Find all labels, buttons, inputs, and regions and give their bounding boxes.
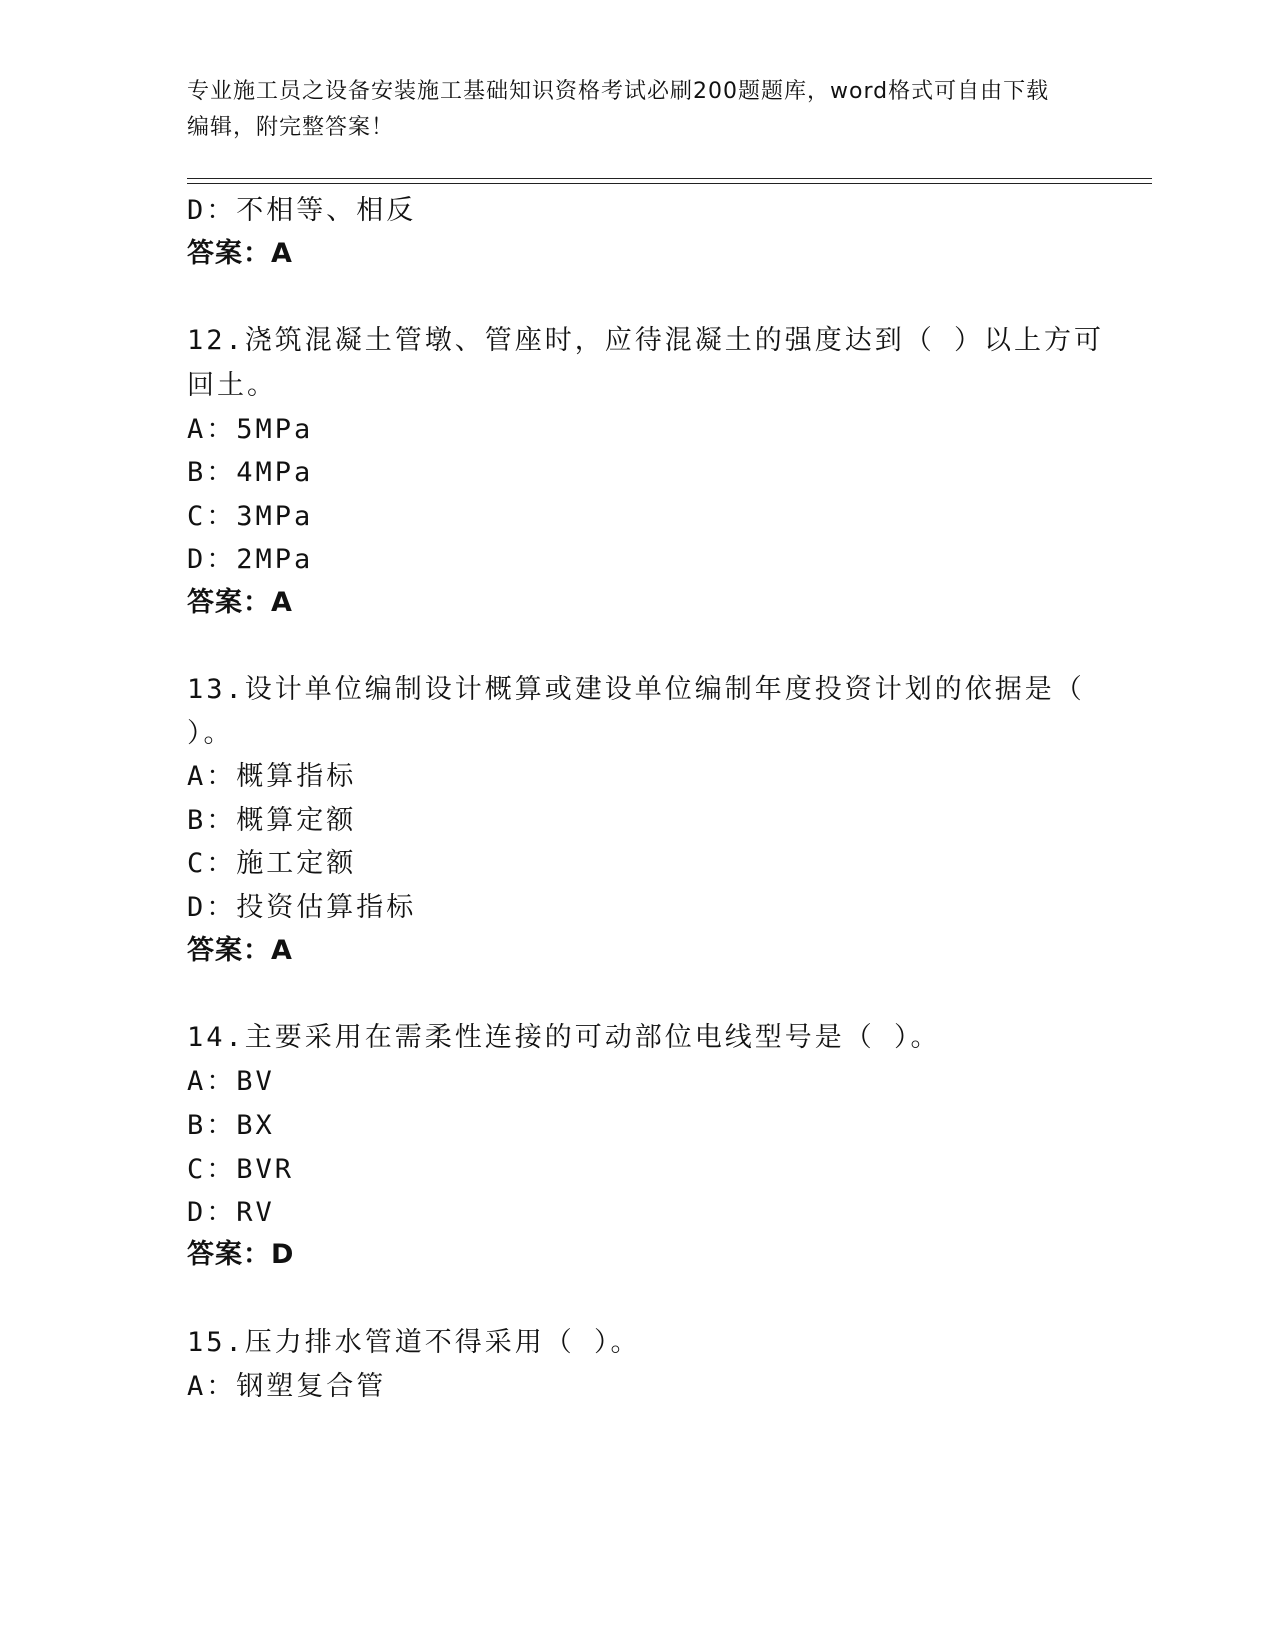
q12-stem-line2: 回土。: [187, 370, 277, 401]
q15-stem-line1: 15.压力排水管道不得采用（ ）。: [187, 1327, 641, 1358]
answer-label: 答案：: [187, 935, 271, 966]
q14-stem-line1: 14.主要采用在需柔性连接的可动部位电线型号是（ ）。: [187, 1022, 941, 1053]
q14-answer: [187, 1232, 294, 1271]
q13-option-a: A：概算指标: [187, 761, 357, 792]
q13-option-d: D：投资估算指标: [187, 892, 417, 923]
q12-option-c: C：3MPa: [187, 501, 314, 532]
q13-option-c: C：施工定额: [187, 848, 357, 879]
answer-label: 答案：: [187, 1239, 271, 1270]
q14-option-c: C：BVR: [187, 1154, 295, 1185]
document-header: 专业施工员之设备安装施工基础知识资格考试必刷200题题库，word格式可自由下载编辑，附完整答案！: [187, 79, 1050, 140]
q12-stem-line1: 12.浇筑混凝土管墩、管座时，应待混凝土的强度达到（ ）以上方可: [187, 325, 1105, 356]
answer-value: D: [271, 1239, 295, 1270]
header-divider-top: [187, 178, 1152, 179]
q13-stem-line2: ）。: [187, 718, 234, 749]
q15-option-a: A：钢塑复合管: [187, 1371, 387, 1402]
q12-answer: [187, 580, 293, 619]
header-divider-bottom: [187, 183, 1152, 184]
answer-value: A: [271, 238, 293, 269]
prev-option-d: D：不相等、相反: [187, 195, 417, 226]
q14-option-a: A：BV: [187, 1066, 275, 1097]
q12-option-d: D：2MPa: [187, 544, 314, 575]
answer-value: A: [271, 935, 293, 966]
q13-option-b: B：概算定额: [187, 805, 357, 836]
q14-option-b: B：BX: [187, 1110, 275, 1141]
q14-option-d: D：RV: [187, 1197, 275, 1228]
answer-label: 答案：: [187, 238, 271, 269]
q12-option-b: B：4MPa: [187, 457, 314, 488]
prev-answer: [187, 231, 293, 270]
answer-label: 答案：: [187, 587, 271, 618]
q13-answer: [187, 928, 293, 967]
answer-value: A: [271, 587, 293, 618]
q12-option-a: A：5MPa: [187, 414, 314, 445]
q13-stem-line1: 13.设计单位编制设计概算或建设单位编制年度投资计划的依据是（: [187, 674, 1085, 705]
